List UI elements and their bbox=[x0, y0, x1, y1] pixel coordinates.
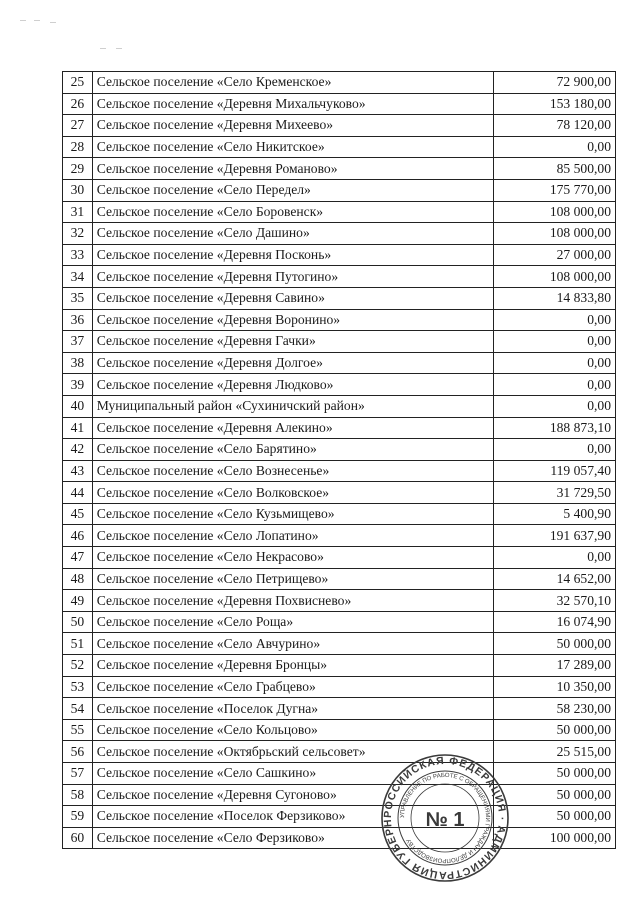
row-number: 28 bbox=[63, 136, 93, 158]
table-row bbox=[63, 827, 616, 849]
row-number: 41 bbox=[63, 417, 93, 439]
settlement-name: Сельское поселение «Село Никитское» bbox=[92, 136, 493, 158]
amount-value: 58 230,00 bbox=[493, 698, 615, 720]
amount-value: 0,00 bbox=[493, 352, 615, 374]
row-number: 52 bbox=[63, 655, 93, 677]
amount-value: 16 074,90 bbox=[493, 611, 615, 633]
table-row bbox=[63, 611, 616, 633]
table-row bbox=[63, 439, 616, 461]
row-number: 56 bbox=[63, 741, 93, 763]
amount-value: 27 000,00 bbox=[493, 244, 615, 266]
table-row bbox=[63, 244, 616, 266]
settlement-name: Сельское поселение «Село Грабцево» bbox=[92, 676, 493, 698]
table-row bbox=[63, 719, 616, 741]
amount-value: 0,00 bbox=[493, 374, 615, 396]
row-number: 37 bbox=[63, 331, 93, 353]
settlement-name: Сельское поселение «Село Некрасово» bbox=[92, 547, 493, 569]
table-row bbox=[63, 287, 616, 309]
table-row bbox=[63, 633, 616, 655]
amount-value: 50 000,00 bbox=[493, 719, 615, 741]
settlement-name: Сельское поселение «Деревня Воронино» bbox=[92, 309, 493, 331]
row-number: 55 bbox=[63, 719, 93, 741]
row-number: 42 bbox=[63, 439, 93, 461]
settlement-name: Сельское поселение «Деревня Бронцы» bbox=[92, 655, 493, 677]
amount-value: 191 637,90 bbox=[493, 525, 615, 547]
settlement-name: Сельское поселение «Деревня Долгое» bbox=[92, 352, 493, 374]
row-number: 35 bbox=[63, 287, 93, 309]
amount-value: 50 000,00 bbox=[493, 806, 615, 828]
settlement-name: Сельское поселение «Деревня Михальчуково» bbox=[92, 93, 493, 115]
table-row bbox=[63, 158, 616, 180]
table-row bbox=[63, 309, 616, 331]
table-row bbox=[63, 763, 616, 785]
row-number: 58 bbox=[63, 784, 93, 806]
seal-outer-text: РОССИЙСКАЯ ФЕДЕРАЦИЯ · АДМИНИСТРАЦИЯ ГУБЕРН bbox=[381, 754, 509, 882]
settlement-name: Сельское поселение «Село Барятино» bbox=[92, 439, 493, 461]
row-number: 46 bbox=[63, 525, 93, 547]
settlement-name: Сельское поселение «Деревня Путогино» bbox=[92, 266, 493, 288]
row-number: 51 bbox=[63, 633, 93, 655]
allocation-table bbox=[62, 71, 616, 849]
amount-value: 50 000,00 bbox=[493, 633, 615, 655]
row-number: 49 bbox=[63, 590, 93, 612]
table-row bbox=[63, 460, 616, 482]
amount-value: 0,00 bbox=[493, 547, 615, 569]
row-number: 50 bbox=[63, 611, 93, 633]
table-row bbox=[63, 374, 616, 396]
settlement-name: Сельское поселение «Деревня Савино» bbox=[92, 287, 493, 309]
settlement-name: Сельское поселение «Поселок Ферзиково» bbox=[92, 806, 493, 828]
row-number: 34 bbox=[63, 266, 93, 288]
settlement-name: Сельское поселение «Деревня Алекино» bbox=[92, 417, 493, 439]
amount-value: 50 000,00 bbox=[493, 763, 615, 785]
settlement-name: Сельское поселение «Октябрьский сельсовет» bbox=[92, 741, 493, 763]
table-row bbox=[63, 136, 616, 158]
amount-value: 78 120,00 bbox=[493, 115, 615, 137]
amount-value: 10 350,00 bbox=[493, 676, 615, 698]
settlement-name: Сельское поселение «Деревня Похвиснево» bbox=[92, 590, 493, 612]
table-row bbox=[63, 741, 616, 763]
row-number: 39 bbox=[63, 374, 93, 396]
seal-graphic bbox=[379, 752, 511, 884]
settlement-name: Сельское поселение «Село Передел» bbox=[92, 179, 493, 201]
amount-value: 25 515,00 bbox=[493, 741, 615, 763]
settlement-name: Сельское поселение «Село Дашино» bbox=[92, 223, 493, 245]
amount-value: 0,00 bbox=[493, 136, 615, 158]
amount-value: 108 000,00 bbox=[493, 223, 615, 245]
row-number: 26 bbox=[63, 93, 93, 115]
row-number: 27 bbox=[63, 115, 93, 137]
table-row bbox=[63, 266, 616, 288]
row-number: 40 bbox=[63, 395, 93, 417]
row-number: 53 bbox=[63, 676, 93, 698]
settlement-name: Сельское поселение «Село Вознесенье» bbox=[92, 460, 493, 482]
amount-value: 50 000,00 bbox=[493, 784, 615, 806]
table-row bbox=[63, 179, 616, 201]
row-number: 60 bbox=[63, 827, 93, 849]
settlement-name: Сельское поселение «Село Ферзиково» bbox=[92, 827, 493, 849]
row-number: 45 bbox=[63, 503, 93, 525]
row-number: 32 bbox=[63, 223, 93, 245]
settlement-name: Сельское поселение «Деревня Посконь» bbox=[92, 244, 493, 266]
amount-value: 0,00 bbox=[493, 331, 615, 353]
amount-value: 5 400,90 bbox=[493, 503, 615, 525]
amount-value: 153 180,00 bbox=[493, 93, 615, 115]
seal-inner-text: УПРАВЛЕНИЕ ПО РАБОТЕ С ОБРАЩЕНИЯМИ ГРАЖДАН И ДЕЛОПРОИЗВОДСТВУ bbox=[399, 772, 491, 864]
table-row bbox=[63, 568, 616, 590]
amount-value: 100 000,00 bbox=[493, 827, 615, 849]
row-number: 57 bbox=[63, 763, 93, 785]
amount-value: 85 500,00 bbox=[493, 158, 615, 180]
table-row bbox=[63, 698, 616, 720]
amount-value: 14 833,80 bbox=[493, 287, 615, 309]
amount-value: 0,00 bbox=[493, 395, 615, 417]
settlement-name: Сельское поселение «Село Боровенск» bbox=[92, 201, 493, 223]
table-row bbox=[63, 806, 616, 828]
table-row bbox=[63, 590, 616, 612]
settlement-name: Сельское поселение «Село Кольцово» bbox=[92, 719, 493, 741]
settlement-name: Сельское поселение «Село Кременское» bbox=[92, 72, 493, 94]
amount-value: 108 000,00 bbox=[493, 201, 615, 223]
settlement-name: Сельское поселение «Село Роща» bbox=[92, 611, 493, 633]
row-number: 47 bbox=[63, 547, 93, 569]
amount-value: 0,00 bbox=[493, 439, 615, 461]
scan-noise bbox=[20, 18, 140, 58]
settlement-name: Муниципальный район «Сухиничский район» bbox=[92, 395, 493, 417]
settlement-name: Сельское поселение «Деревня Гачки» bbox=[92, 331, 493, 353]
row-number: 29 bbox=[63, 158, 93, 180]
amount-value: 72 900,00 bbox=[493, 72, 615, 94]
amount-value: 0,00 bbox=[493, 309, 615, 331]
settlement-name: Сельское поселение «Деревня Романово» bbox=[92, 158, 493, 180]
table-row bbox=[63, 223, 616, 245]
table-row bbox=[63, 655, 616, 677]
row-number: 30 bbox=[63, 179, 93, 201]
table-row bbox=[63, 93, 616, 115]
row-number: 59 bbox=[63, 806, 93, 828]
amount-value: 188 873,10 bbox=[493, 417, 615, 439]
row-number: 44 bbox=[63, 482, 93, 504]
settlement-name: Сельское поселение «Село Волковское» bbox=[92, 482, 493, 504]
table-row bbox=[63, 482, 616, 504]
table-row bbox=[63, 395, 616, 417]
table-row bbox=[63, 525, 616, 547]
settlement-name: Сельское поселение «Село Авчурино» bbox=[92, 633, 493, 655]
amount-value: 14 652,00 bbox=[493, 568, 615, 590]
table-row bbox=[63, 331, 616, 353]
table-row bbox=[63, 784, 616, 806]
amount-value: 175 770,00 bbox=[493, 179, 615, 201]
row-number: 31 bbox=[63, 201, 93, 223]
settlement-name: Сельское поселение «Деревня Михеево» bbox=[92, 115, 493, 137]
settlement-name: Сельское поселение «Деревня Людково» bbox=[92, 374, 493, 396]
amount-value: 31 729,50 bbox=[493, 482, 615, 504]
table-row bbox=[63, 201, 616, 223]
table-row bbox=[63, 547, 616, 569]
row-number: 38 bbox=[63, 352, 93, 374]
amount-value: 119 057,40 bbox=[493, 460, 615, 482]
row-number: 36 bbox=[63, 309, 93, 331]
row-number: 48 bbox=[63, 568, 93, 590]
table-row bbox=[63, 503, 616, 525]
settlement-name: Сельское поселение «Село Сашкино» bbox=[92, 763, 493, 785]
row-number: 54 bbox=[63, 698, 93, 720]
settlement-name: Сельское поселение «Село Петрищево» bbox=[92, 568, 493, 590]
settlement-name: Сельское поселение «Село Лопатино» bbox=[92, 525, 493, 547]
table-row bbox=[63, 417, 616, 439]
settlement-name: Сельское поселение «Деревня Сугоново» bbox=[92, 784, 493, 806]
settlement-name: Сельское поселение «Поселок Дугна» bbox=[92, 698, 493, 720]
row-number: 25 bbox=[63, 72, 93, 94]
row-number: 43 bbox=[63, 460, 93, 482]
table-row bbox=[63, 72, 616, 94]
official-seal-stamp bbox=[379, 752, 511, 884]
row-number: 33 bbox=[63, 244, 93, 266]
settlement-name: Сельское поселение «Село Кузьмищево» bbox=[92, 503, 493, 525]
table-row bbox=[63, 115, 616, 137]
amount-value: 108 000,00 bbox=[493, 266, 615, 288]
amount-value: 17 289,00 bbox=[493, 655, 615, 677]
amount-value: 32 570,10 bbox=[493, 590, 615, 612]
table-row bbox=[63, 676, 616, 698]
table-body bbox=[63, 72, 616, 849]
table-row bbox=[63, 352, 616, 374]
seal-number: № 1 bbox=[425, 809, 465, 831]
